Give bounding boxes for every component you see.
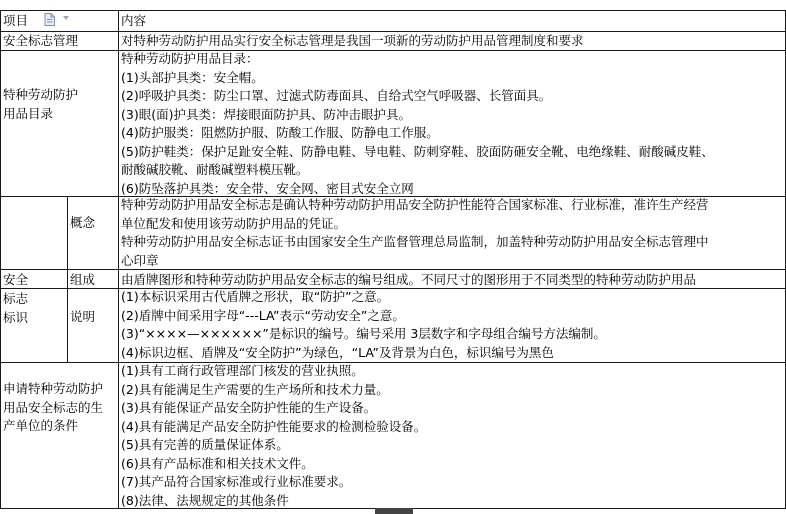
composition-label: 组成 bbox=[70, 272, 96, 287]
column-divider bbox=[118, 10, 119, 508]
explanation-content bbox=[121, 288, 606, 362]
resize-handle[interactable] bbox=[375, 508, 413, 514]
list-item: (6)防坠落护具类：安全带、安全网、密目式安全立网 bbox=[121, 180, 414, 196]
concept-label: 概念 bbox=[70, 215, 96, 230]
concept-content: 特种劳动防护用品安全标志是确认特种劳动防护用品安全防护性能符合国家标准、行业标准，准许生产经营 单位配发和使用该劳动防护用品的凭证。 特种劳动防护用品安全标志证书由国家安全生产监督管理总局监制，加盖特种劳动防护用品安全标志管理中 心印章 bbox=[121, 197, 709, 268]
list-item: (2)具有能满足生产需要的生产场所和技术力量。 bbox=[121, 381, 389, 397]
row-mgmt-content: 对特种劳动防护用品实行安全标志管理是我国一项新的劳动防护用品管理制度和要求 bbox=[121, 33, 584, 48]
list-item: (8)法律、法规规定的其他条件 bbox=[121, 492, 289, 508]
row-sign-label: 安全 标志 标识 bbox=[3, 272, 29, 325]
sign-subcolumn-divider bbox=[67, 196, 68, 362]
list-item: (1)本标识采用古代盾牌之形状，取“防护”之意。 bbox=[121, 289, 390, 304]
row-catalog-content bbox=[121, 50, 714, 198]
list-item: (4)标识边框、盾牌及“安全防护”为绿色，“LA”及背景为白色，标识编号为黑色 bbox=[121, 344, 554, 360]
document-icon[interactable] bbox=[44, 11, 55, 24]
list-item: (5)防护鞋类：保护足趾安全鞋、防静电鞋、导电鞋、防刺穿鞋、胶面防砸安全靴、电绝缘鞋、耐酸碱皮鞋、 bbox=[121, 143, 714, 159]
list-item: (2)盾牌中间采用字母“---LA”表示“劳动安全”之意。 bbox=[121, 307, 405, 323]
chevron-down-icon[interactable] bbox=[63, 16, 69, 20]
row-catalog-label: 特种劳动防护 用品目录 bbox=[3, 87, 79, 121]
table-left-border bbox=[0, 10, 1, 508]
row-mgmt-label: 安全标志管理 bbox=[3, 33, 79, 48]
list-item: (3)眼(面)护具类：焊接眼面防护具、防冲击眼护具。 bbox=[121, 106, 411, 122]
header-content-label: 内容 bbox=[121, 13, 147, 28]
row-conditions-label: 申请特种劳动防护 用品安全标志的生 产单位的条件 bbox=[3, 381, 104, 433]
list-item: 耐酸碱胶靴、耐酸碱塑料模压靴。 bbox=[121, 162, 309, 177]
list-item: (5)具有完善的质量保证体系。 bbox=[121, 437, 289, 452]
list-item: (2)呼吸护具类：防尘口罩、过滤式防毒面具、自给式空气呼吸器、长管面具。 bbox=[121, 88, 552, 103]
list-item: (7)其产品符合国家标准或行业标准要求。 bbox=[121, 474, 352, 489]
composition-content: 由盾牌图形和特种劳动防护用品安全标志的编号组成。不同尺寸的图形用于不同类型的特种劳动防护用品 bbox=[121, 272, 697, 287]
list-item: (1)头部护具类：安全帽。 bbox=[121, 69, 264, 85]
list-item: (1)具有工商行政管理部门核发的营业执照。 bbox=[121, 363, 364, 378]
row-conditions-content bbox=[121, 362, 426, 510]
list-item: (3)“××××—××××××”是标识的编号。编号采用 3层数字和字母组合编号方法编制。 bbox=[121, 326, 606, 341]
list-item: 特种劳动防护用品目录： bbox=[121, 51, 259, 66]
list-item: (3)具有能保证产品安全防护性能的生产设备。 bbox=[121, 400, 377, 415]
header-item-label: 项目 bbox=[3, 13, 29, 28]
explanation-label: 说明 bbox=[70, 309, 96, 324]
list-item: (4)具有能满足产品安全防护性能要求的检测检验设备。 bbox=[121, 418, 427, 434]
list-item: (6)具有产品标准和相关技术文件。 bbox=[121, 455, 314, 471]
list-item: (4)防护服类：阻燃防护服、防酸工作服、防静电工作服。 bbox=[121, 125, 439, 140]
